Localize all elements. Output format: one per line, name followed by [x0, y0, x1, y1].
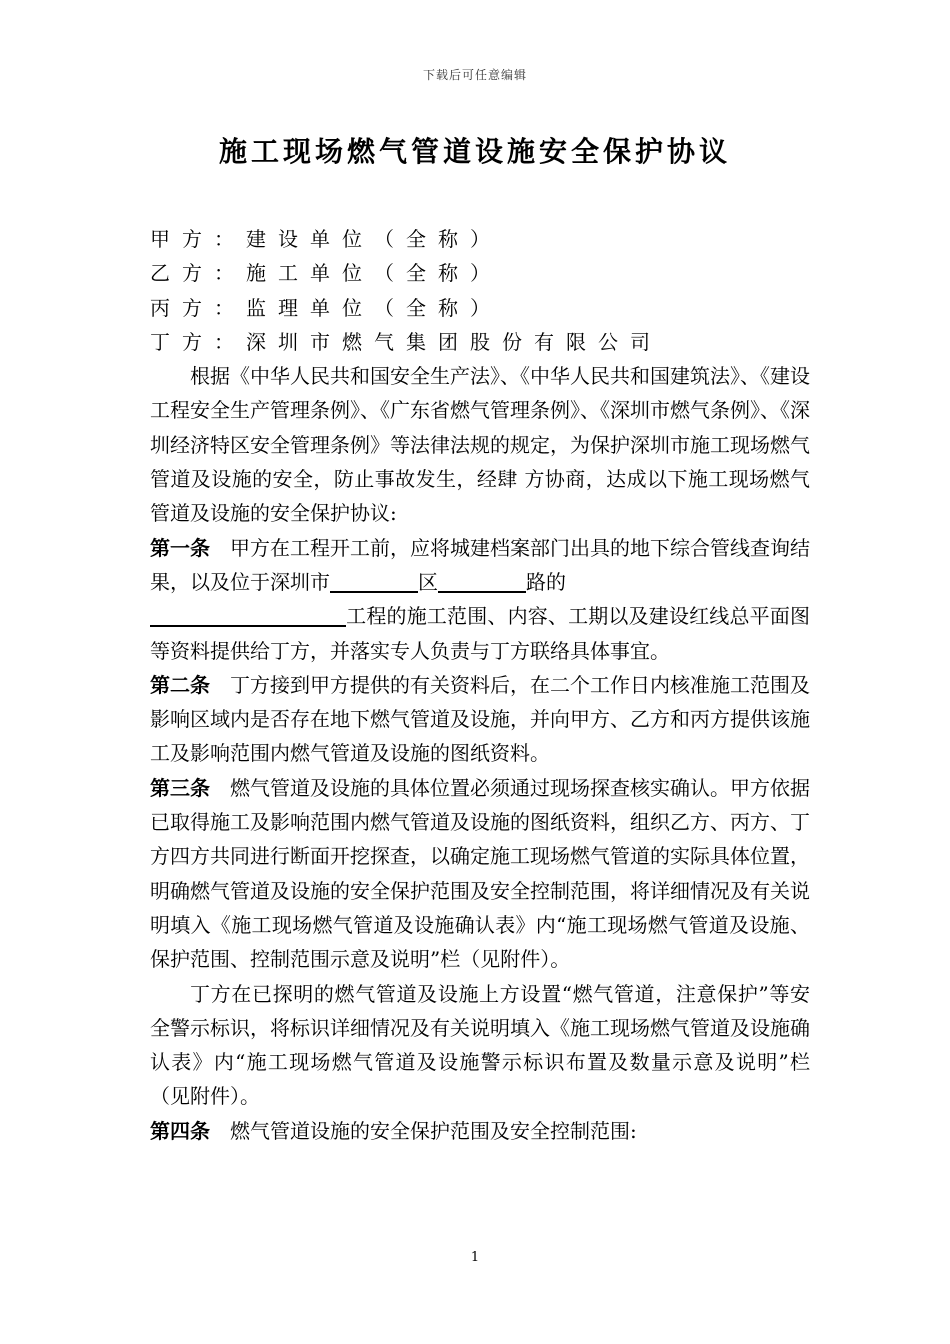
party-value: 建设单位（全称）: [246, 227, 502, 251]
party-c: [150, 291, 810, 325]
article-label: 第一条: [150, 535, 210, 560]
article-text: 燃气管道设施的安全保护范围及安全控制范围:: [230, 1118, 637, 1143]
party-label: 甲方：: [150, 227, 246, 251]
party-d: [150, 325, 810, 359]
page-number: 1: [470, 1250, 480, 1265]
article-text: 甲方在工程开工前，应将城建档案部门出具的地下综合管线查询结果，以及位于深圳市: [150, 535, 810, 594]
document-title: 施工现场燃气管道设施安全保护协议: [218, 135, 731, 168]
party-a: [150, 222, 810, 256]
article-text: 燃气管道及设施的具体位置必须通过现场探查核实确认。甲方依据已取得施工及影响范围内燃气管道及设施的图纸资料，组织乙方、丙方、丁方四方共同进行断面开挖探查，以确定施工现场燃气管道的实际具体位置，明确燃气管道及设施的安全保护范围及安全控制范围，将详细情况及有关说明填入《施工现场燃气管道及设施确认表》内“施工现场燃气管道及设施、保护范围、控制范围示意及说明”栏（见附件）。: [150, 775, 810, 972]
article-4: [150, 1114, 810, 1148]
fill-blank-district: [330, 569, 418, 593]
article-3-paragraph-2: 丁方在已探明的燃气管道及设施上方设置“燃气管道，注意保护”等安全警示标识，将标识详细情况及有关说明填入《施工现场燃气管道及设施确认表》内“施工现场燃气管道及设施警示标识布置及数量示意及说明”栏（见附件）。: [150, 981, 810, 1109]
party-value: 监理单位（全称）: [246, 295, 502, 320]
preamble: 根据《中华人民共和国安全生产法》、《中华人民共和国建筑法》、《建设工程安全生产管理条例》、《广东省燃气管理条例》、《深圳市燃气条例》、《深圳经济特区安全管理条例》等法律法规的规定，为保护深圳市施工现场燃气管道及设施的安全，防止事故发生，经肆 方协商，达成以下施工现场燃气管道及设施的安全保护协议:: [150, 364, 810, 526]
article-2: [150, 668, 810, 771]
document-body: [150, 222, 810, 1148]
article-3: [150, 771, 810, 977]
article-label: 第三条: [150, 775, 210, 800]
party-label: 丙方：: [150, 295, 246, 320]
party-label: 乙方：: [150, 261, 246, 286]
header-note: 下载后可任意编辑: [422, 68, 527, 82]
article-1: [150, 531, 810, 668]
party-value: 深圳市燃气集团股份有限公司: [246, 329, 662, 354]
article-label: 第四条: [150, 1118, 210, 1143]
article-label: 第二条: [150, 672, 210, 697]
party-label: 丁方：: [150, 329, 246, 354]
party-b: [150, 256, 810, 290]
article-text: 工程的施工范围、内容、工期以及建设红线总平面图等资料提供给丁方，并落实专人负责与丁方联络具体事宜。: [150, 604, 810, 663]
fill-blank-road: [438, 569, 526, 593]
article-text: 丁方接到甲方提供的有关资料后，在二个工作日内核准施工范围及影响区域内是否存在地下燃气管道及设施，并向甲方、乙方和丙方提供该施工及影响范围内燃气管道及设施的图纸资料。: [150, 672, 810, 766]
road-label: 路的: [526, 569, 566, 594]
district-label: 区: [418, 569, 438, 594]
fill-blank-project: [150, 603, 346, 627]
party-value: 施工单位（全称）: [246, 261, 502, 286]
